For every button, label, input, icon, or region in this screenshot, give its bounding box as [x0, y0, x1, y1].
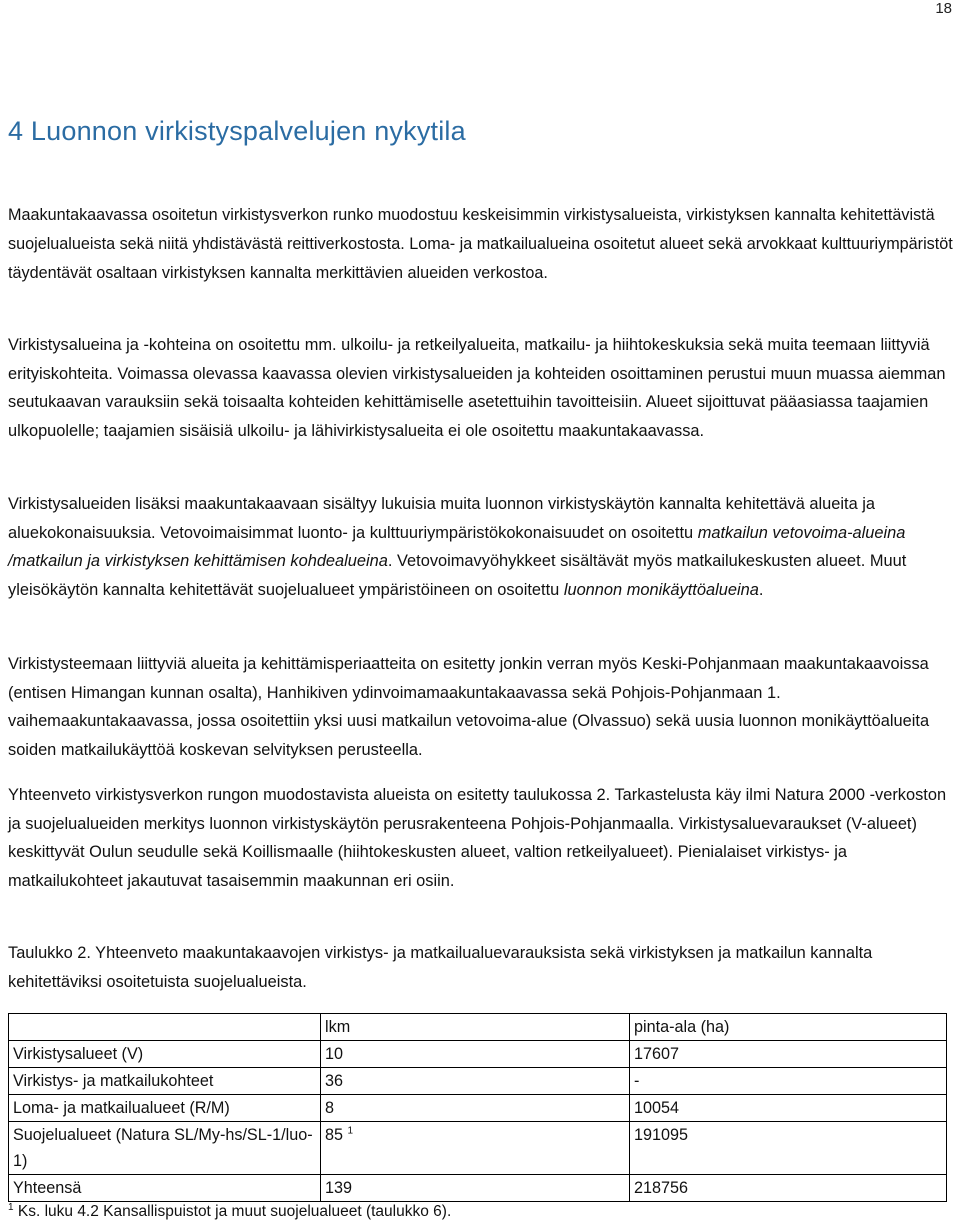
table-cell: 36	[321, 1068, 630, 1095]
table-cell: 218756	[630, 1175, 947, 1202]
table-cell: Loma- ja matkailualueet (R/M)	[9, 1095, 321, 1122]
table-row	[9, 1068, 947, 1095]
table-cell: 139	[321, 1175, 630, 1202]
paragraph-3-italic-1: matkailun vetovoima-alueina /matkailun ja virkistyksen kehittämisen kohdealueina	[8, 523, 906, 570]
paragraph-2: Virkistysalueina ja -kohteina on osoitettu mm. ulkoilu- ja retkeilyalueita, matkailu- ja hiihtokeskuksia sekä muita teemaan liittyviä erityiskohteita. Voimassa olevassa kaavassa olevien virkistysalueiden ja kohteiden osoittaminen perustui muun muassa aiemman seutukaavan varauksiin sekä toisaalta kohteiden kehittämiselle asetettuihin tavoitteisiin. Alueet sijoittuvat pääasiassa taajamien ulkopuolelle; taajamien sisäisiä ulkoilu- ja lähivirkistysalueita ei ole osoitettu maakuntakaavassa.	[8, 336, 946, 440]
section-heading: 4 Luonnon virkistyspalvelujen nykytila	[8, 116, 466, 146]
table-row	[9, 1122, 947, 1175]
table-cell-value: 85	[325, 1126, 344, 1144]
table-header-cell: pinta-ala (ha)	[630, 1014, 947, 1041]
table-row	[9, 1041, 947, 1068]
paragraph-3	[8, 490, 954, 604]
table-cell: 17607	[630, 1041, 947, 1068]
summary-table	[8, 1013, 947, 1202]
table-cell	[321, 1122, 630, 1175]
table-cell: Virkistys- ja matkailukohteet	[9, 1068, 321, 1095]
table-cell: 8	[321, 1095, 630, 1122]
table-row	[9, 1175, 947, 1202]
table-row	[9, 1095, 947, 1122]
table-header-row	[9, 1014, 947, 1041]
table-cell: -	[630, 1068, 947, 1095]
table-cell: 10054	[630, 1095, 947, 1122]
page-number: 18	[935, 0, 952, 17]
paragraph-3-part-c: . Vetovoimavyöhykkeet sisältävät myös matkailukeskusten alueet. Muut yleisökäytön kannalta kehitettävät suojelualueet ympäristöineen on osoitettu	[8, 552, 907, 599]
paragraph-4: Virkistysteemaan liittyviä alueita ja kehittämisperiaatteita on esitetty jonkin verran myös Keski-Pohjanmaan maakuntakaavoissa (entisen Himangan kunnan osalta), Hanhikiven ydinvoimamaakuntakaavassa sekä Pohjois-Pohjanmaan 1. vaihemaakuntakaavassa, jossa osoitettiin yksi uusi matkailun vetovoima-alue (Olvassuo) sekä uusia luonnon monikäyttöalueita soiden matkailukäyttöä koskevan selvityksen perusteella.	[8, 655, 930, 759]
paragraph-1: Maakuntakaavassa osoitetun virkistysverkon runko muodostuu keskeisimmin virkistysalueista, virkistyksen kannalta kehitettävistä suojelualueista sekä niitä yhdistävästä reittiverkostosta. Loma- ja matkailualueina osoitetut alueet sekä arvokkaat kulttuuriympäristöt täydentävät osaltaan virkistyksen kannalta merkittävien alueiden verkostoa.	[8, 206, 953, 282]
table-cell: Yhteensä	[9, 1175, 321, 1202]
paragraph-5: Yhteenveto virkistysverkon rungon muodostavista alueista on esitetty taulukossa 2. Tarkastelusta käy ilmi Natura 2000 -verkoston ja suojelualueiden merkitys luonnon virkistyskäytön perusrakenteena Pohjois-Pohjanmaalla. Virkistysaluevaraukset (V-alueet) keskittyvät Oulun seudulle sekä Koillismaalle (hiihtokeskusten alueet, valtion retkeilyalueet). Pienialaiset virkistys- ja matkailukohteet jakautuvat tasaisemmin maakunnan eri osiin.	[8, 786, 947, 890]
table-header-cell	[9, 1014, 321, 1041]
table-cell: 10	[321, 1041, 630, 1068]
table-cell: Virkistysalueet (V)	[9, 1041, 321, 1068]
table-cell: Suojelualueet (Natura SL/My-hs/SL-1/luo-1)	[9, 1122, 321, 1175]
paragraph-3-part-e: .	[758, 580, 764, 599]
paragraph-3-part-a: Virkistysalueiden lisäksi maakuntakaavaan sisältyy lukuisia muita luonnon virkistyskäytön kannalta kehitettävä alueita ja aluekokonaisuuksia. Vetovoimaisimmat luonto- ja kulttuuriympäristökokonaisuudet on osoitettu	[8, 495, 876, 542]
footnote-mark: 1	[8, 1201, 14, 1213]
table-header-cell: lkm	[321, 1014, 630, 1041]
footnote	[8, 1203, 451, 1221]
footnote-text: Ks. luku 4.2 Kansallispuistot ja muut suojelualueet (taulukko 6).	[17, 1203, 452, 1220]
footnote-reference: 1	[347, 1125, 354, 1137]
table-cell: 191095	[630, 1122, 947, 1175]
paragraph-3-italic-2: luonnon monikäyttöalueina	[563, 580, 759, 599]
table-caption: Taulukko 2. Yhteenveto maakuntakaavojen virkistys- ja matkailualuevarauksista sekä virkistyksen ja matkailun kannalta kehitettäviksi osoitetuista suojelualueista.	[8, 944, 873, 991]
